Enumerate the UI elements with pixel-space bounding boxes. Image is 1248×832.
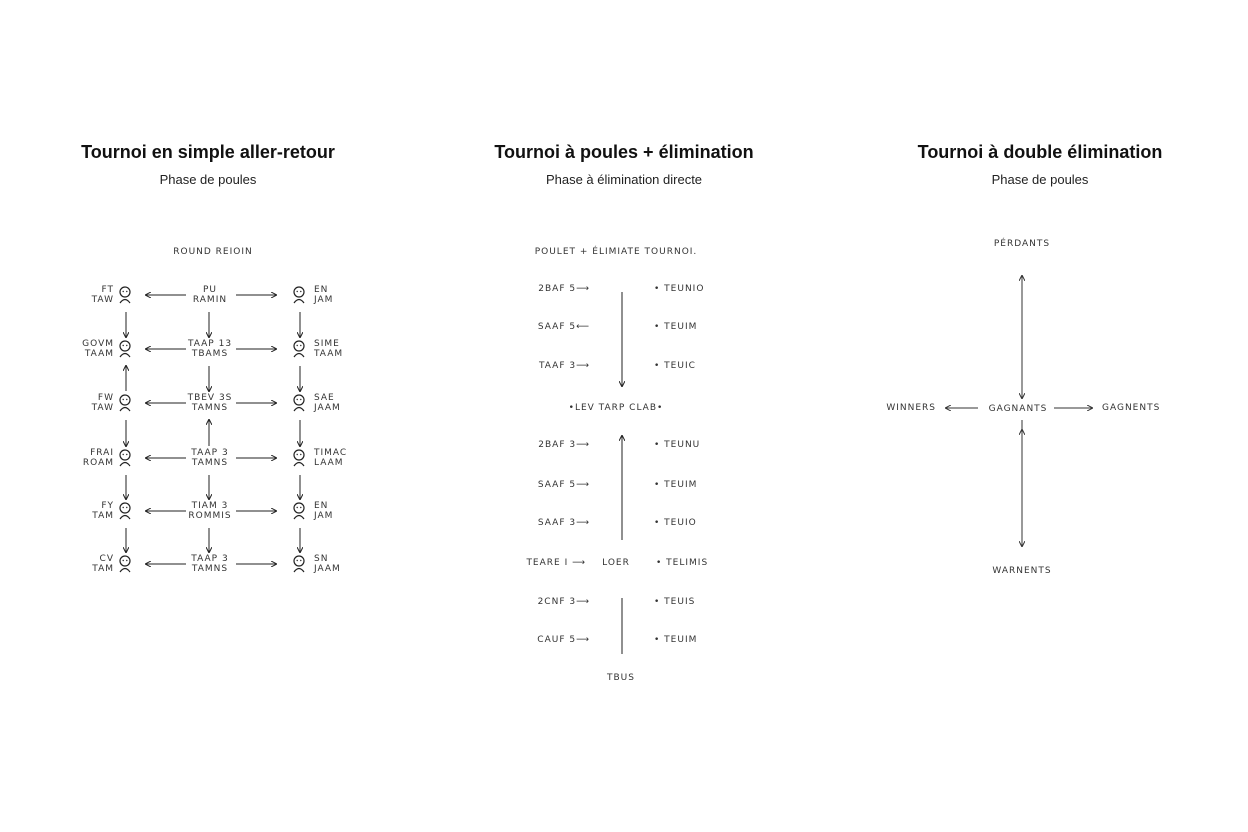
team-right-label	[314, 501, 364, 521]
loser-left-label: TEARE I ⟶	[526, 558, 586, 568]
pool-right-label: • TEUIM	[654, 322, 698, 332]
team-left-label	[70, 554, 114, 574]
team-right-line: SIME	[314, 339, 340, 349]
panel-title: Tournoi à poules + élimination	[494, 142, 754, 162]
match-label	[180, 285, 240, 305]
match-line: TAAP 13	[187, 339, 233, 349]
match-label	[180, 554, 240, 574]
round-robin-connectors	[0, 0, 416, 832]
player-avatar-icon	[118, 555, 132, 573]
match-line: TBEV 3S	[187, 393, 233, 403]
team-right-line: JAAM	[314, 403, 341, 413]
pool-right-label: • TEUIO	[654, 518, 697, 528]
diagram-footer: TBUS	[607, 673, 635, 683]
team-right-line: SAE	[314, 393, 335, 403]
team-left-label	[70, 285, 114, 305]
team-left-line: TAW	[91, 295, 114, 305]
team-right-label	[314, 393, 364, 413]
team-right-line: SN	[314, 554, 329, 564]
player-avatar-icon	[292, 555, 306, 573]
player-avatar-icon	[118, 449, 132, 467]
pool-connectors	[416, 0, 832, 832]
match-line: PU	[202, 285, 217, 295]
team-left-label	[70, 501, 114, 521]
team-left-label	[70, 448, 114, 468]
double-elimination-panel	[832, 0, 1248, 832]
team-right-line: JAM	[314, 295, 334, 305]
pool-left-label: 2CNF 3⟶	[537, 597, 590, 607]
team-right-label	[314, 448, 364, 468]
round-robin-panel	[0, 0, 416, 832]
player-avatar-icon	[292, 394, 306, 412]
match-line: TAMNS	[191, 403, 229, 413]
loser-label: LOER	[602, 558, 630, 568]
team-left-line: ROAM	[82, 458, 114, 468]
loser-right-label: • TELIMIS	[656, 558, 709, 568]
player-avatar-icon	[118, 394, 132, 412]
pool-left-label: CAUF 5⟶	[537, 635, 590, 645]
pool-right-label: • TEUIM	[654, 635, 698, 645]
top-node-label: PÉRDANTS	[993, 239, 1051, 249]
bottom-node-label: WARNENTS	[992, 566, 1052, 576]
team-right-line: TAAM	[314, 349, 344, 359]
panel-title: Tournoi à double élimination	[917, 142, 1163, 162]
player-avatar-icon	[292, 286, 306, 304]
team-left-line: FW	[97, 393, 114, 403]
team-left-line: GOVM	[82, 339, 114, 349]
player-avatar-icon	[292, 502, 306, 520]
team-right-line: EN	[314, 501, 329, 511]
team-left-line: TAW	[91, 403, 114, 413]
player-avatar-icon	[118, 286, 132, 304]
team-right-label	[314, 339, 364, 359]
middle-label: •LEV TARP CLAB•	[568, 403, 664, 413]
match-line: TAAP 3	[191, 554, 229, 564]
pool-right-label: • TEUIS	[654, 597, 696, 607]
player-avatar-icon	[292, 340, 306, 358]
team-left-line: FRAI	[90, 448, 114, 458]
player-avatar-icon	[118, 340, 132, 358]
match-line: TAMNS	[191, 458, 229, 468]
team-right-line: EN	[314, 285, 329, 295]
team-left-label	[70, 393, 114, 413]
pool-right-label: • TEUIC	[654, 361, 696, 371]
left-node-label: WINNERS	[886, 403, 936, 413]
diagram-header: ROUND REIOIN	[173, 247, 253, 257]
match-line: TBAMS	[191, 349, 229, 359]
pool-left-label: SAAF 5⟵	[537, 322, 590, 332]
team-right-line: LAAM	[314, 458, 344, 468]
pool-left-label: 2BAF 5⟶	[538, 284, 590, 294]
double-elim-connectors	[832, 0, 1248, 832]
team-left-line: CV	[99, 554, 114, 564]
team-left-line: TAM	[92, 511, 114, 521]
pool-left-label: SAAF 5⟶	[537, 480, 590, 490]
team-right-line: JAM	[314, 511, 334, 521]
match-line: ROMMIS	[188, 511, 232, 521]
pool-left-label: 2BAF 3⟶	[538, 440, 590, 450]
team-right-line: JAAM	[314, 564, 341, 574]
team-left-line: TAAM	[84, 349, 114, 359]
pool-left-label: SAAF 3⟶	[537, 518, 590, 528]
match-line: TAAP 3	[191, 448, 229, 458]
pool-right-label: • TEUNU	[654, 440, 701, 450]
player-avatar-icon	[292, 449, 306, 467]
team-left-line: TAM	[92, 564, 114, 574]
match-line: RAMIN	[192, 295, 228, 305]
team-right-label	[314, 285, 364, 305]
pool-left-label: TAAF 3⟶	[538, 361, 590, 371]
center-node-label: GAGNANTS	[988, 404, 1048, 414]
team-left-line: FY	[101, 501, 114, 511]
team-left-line: FT	[101, 285, 114, 295]
team-right-line: TIMAC	[314, 448, 348, 458]
player-avatar-icon	[118, 502, 132, 520]
team-right-label	[314, 554, 364, 574]
panel-subtitle: Phase de poules	[159, 172, 257, 187]
pool-elimination-panel	[416, 0, 832, 832]
match-label	[180, 501, 240, 521]
panel-subtitle: Phase à élimination directe	[545, 172, 703, 187]
match-label	[180, 339, 240, 359]
match-label	[180, 393, 240, 413]
panel-title: Tournoi en simple aller-retour	[81, 142, 335, 162]
pool-right-label: • TEUIM	[654, 480, 698, 490]
diagram-header: POULET + ÉLIMIATE TOURNOI.	[534, 247, 698, 257]
panel-subtitle: Phase de poules	[991, 172, 1089, 187]
right-node-label: GAGNENTS	[1102, 403, 1161, 413]
match-line: TAMNS	[191, 564, 229, 574]
match-line: TIAM 3	[191, 501, 229, 511]
team-left-label	[70, 339, 114, 359]
match-label	[180, 448, 240, 468]
pool-right-label: • TEUNIO	[654, 284, 705, 294]
